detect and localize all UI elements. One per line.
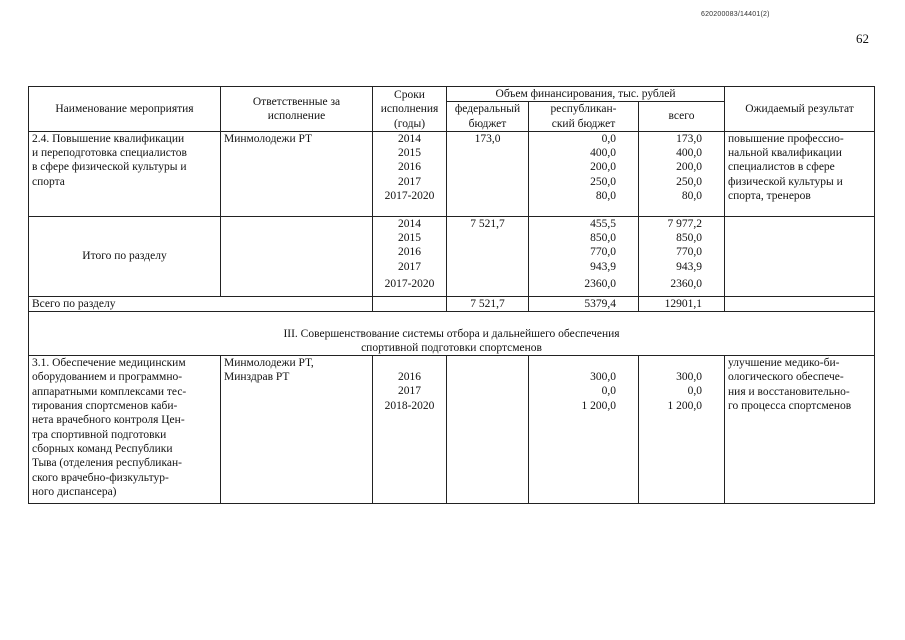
row-3-1-name: 3.1. Обеспечение медицинским оборудованием и программно- аппаратными комплексами тес- тирования спортсменов каби- нета врачебного контроля Цен- тра спортивной подготовки сборных команд Республики Тыва (отделения республикан- ского врачебно-физкультур- ного диспансера) xyxy=(29,356,221,504)
page-number: 62 xyxy=(856,31,869,46)
funding-table xyxy=(28,86,875,504)
subtotal-republican: 455,5 850,0 770,0 943,9 2360,0 xyxy=(529,216,639,296)
header-federal: федеральный бюджет xyxy=(447,102,529,132)
row-3-1-federal xyxy=(447,356,529,504)
table-row-subtotal xyxy=(29,216,875,296)
document-id: 620200083/14401(2) xyxy=(701,11,770,18)
grand-total-federal: 7 521,7 xyxy=(447,296,529,311)
row-2-4-federal: 173,0 xyxy=(447,131,529,216)
subtotal-responsible xyxy=(221,216,373,296)
subtotal-years: 2014 2015 2016 2017 2017-2020 xyxy=(373,216,447,296)
subtotal-label: Итого по разделу xyxy=(29,216,221,296)
row-3-1-responsible: Минмолодежи РТ, Минздрав РТ xyxy=(221,356,373,504)
row-2-4-total: 173,0 400,0 200,0 250,0 80,0 xyxy=(639,131,725,216)
row-3-1-result: улучшение медико-би- ологического обеспече- ния и восстановительно- го процесса спортсменов xyxy=(725,356,875,504)
subtotal-federal: 7 521,7 xyxy=(447,216,529,296)
subtotal-total: 7 977,2 850,0 770,0 943,9 2360,0 xyxy=(639,216,725,296)
header-republican: республикан- ский бюджет xyxy=(529,102,639,132)
table-row-3-1 xyxy=(29,356,875,504)
header-name: Наименование мероприятия xyxy=(29,87,221,132)
section-3-title: III. Совершенствование системы отбора и дальнейшего обеспечения спортивной подготовки спортсменов xyxy=(29,312,875,356)
row-2-4-republican: 0,0 400,0 200,0 250,0 80,0 xyxy=(529,131,639,216)
row-2-4-name: 2.4. Повышение квалификации и переподготовка специалистов в сфере физической культуры и спорта xyxy=(29,131,221,216)
row-2-4-years: 2014 2015 2016 2017 2017-2020 xyxy=(373,131,447,216)
header-terms: Сроки исполнения (годы) xyxy=(373,87,447,132)
section-3-title-row xyxy=(29,312,875,356)
grand-total-years xyxy=(373,296,447,311)
header-result: Ожидаемый результат xyxy=(725,87,875,132)
grand-total-label: Всего по разделу xyxy=(29,296,373,311)
table-row-2-4 xyxy=(29,131,875,216)
row-3-1-total: 300,0 0,0 1 200,0 xyxy=(639,356,725,504)
row-2-4-responsible: Минмолодежи РТ xyxy=(221,131,373,216)
subtotal-result xyxy=(725,216,875,296)
row-2-4-result: повышение профессио- нальной квалификации специалистов в сфере физической культуры и спорта, тренеров xyxy=(725,131,875,216)
grand-total-result xyxy=(725,296,875,311)
table-header-row-1 xyxy=(29,87,875,102)
grand-total-total: 12901,1 xyxy=(639,296,725,311)
header-funding: Объем финансирования, тыс. рублей xyxy=(447,87,725,102)
header-responsible: Ответственные за исполнение xyxy=(221,87,373,132)
row-3-1-years: 2016 2017 2018-2020 xyxy=(373,356,447,504)
table-row-grand-total xyxy=(29,296,875,311)
grand-total-republican: 5379,4 xyxy=(529,296,639,311)
header-total: всего xyxy=(639,102,725,132)
row-3-1-republican: 300,0 0,0 1 200,0 xyxy=(529,356,639,504)
